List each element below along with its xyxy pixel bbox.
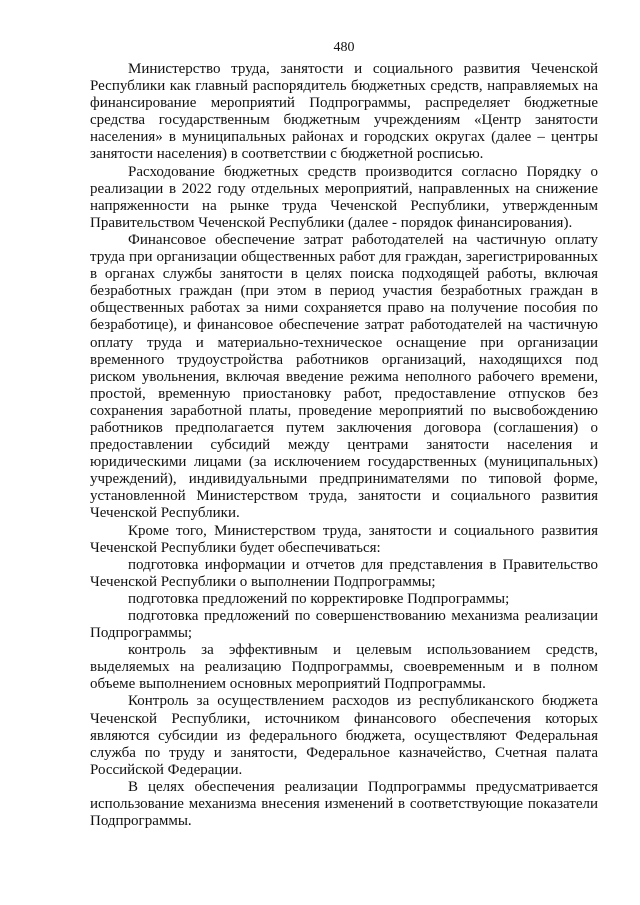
list-item-reports: подготовка информации и отчетов для представления в Правительство Чеченской Республики о выполнении Подпрограммы; xyxy=(90,556,598,590)
page-number: 480 xyxy=(333,40,355,55)
paragraph-ministry-distribution: Министерство труда, занятости и социального развития Чеченской Республики как главный распорядитель бюджетных средств, направляемых на финансирование мероприятий Подпрограммы, распределяет бюджетные средства государственным бюджетным учреждениям «Центр занятости населения» в муниципальных районах и городских округах (далее – центры занятости населения) в соответствии с бюджетной росписью. xyxy=(90,61,598,163)
paragraph-ministry-provides: Кроме того, Министерством труда, занятости и социального развития Чеченской Республики будет обеспечиваться: xyxy=(90,522,598,556)
paragraph-financial-support: Финансовое обеспечение затрат работодателей на частичную оплату труда при организации общественных работ для граждан, зарегистрированных в органах службы занятости в целях поиска подходящей работы, включая безработных граждан (при этом в период участия безработных граждан в общественных работах за ними сохраняется право на получение пособия по безработице), и финансовое обеспечение затрат работодателей на частичную оплату труда и материально-техническое оснащение при организации временного трудоустройства работников организаций, находящихся под риском увольнения, включая введение режима неполного рабочего времени, простой, временную приостановку работ, предоставление отпусков без сохранения заработной платы, проведение мероприятий по высвобождению работников предполагается путем заключения договора (соглашения) о предоставлении субсидий между центрами занятости населения и юридическими лицами (за исключением государственных (муниципальных) учреждений), индивидуальными предпринимателями по типовой форме, установленной Министерством труда, занятости и социального развития Чеченской Республики. xyxy=(90,231,598,522)
paragraph-implementation-mechanism: В целях обеспечения реализации Подпрограммы предусматривается использование механизма внесения изменений в соответствующие показатели Подпрограммы. xyxy=(90,778,598,830)
paragraph-expense-control: Контроль за осуществлением расходов из республиканского бюджета Чеченской Республики, источником финансового обеспечения которых являются субсидии из федерального бюджета, осуществляют Федеральная служба по труду и занятости, Федеральное казначейство, Счетная палата Российской Федерации. xyxy=(90,693,598,778)
paragraph-spending-order: Расходование бюджетных средств производится согласно Порядку о реализации в 2022 году отдельных мероприятий, направленных на снижение напряженности на рынке труда Чеченской Республики, утвержденным Правительством Чеченской Республики (далее - порядок финансирования). xyxy=(90,163,598,231)
document-page xyxy=(90,40,598,830)
list-item-improvements: подготовка предложений по совершенствованию механизма реализации Подпрограммы; xyxy=(90,608,598,642)
list-item-corrections: подготовка предложений по корректировке Подпрограммы; xyxy=(128,590,510,607)
list-item-control: контроль за эффективным и целевым использованием средств, выделяемых на реализацию Подпрограммы, своевременным и в полном объеме выполнением основных мероприятий Подпрограммы. xyxy=(90,642,598,693)
